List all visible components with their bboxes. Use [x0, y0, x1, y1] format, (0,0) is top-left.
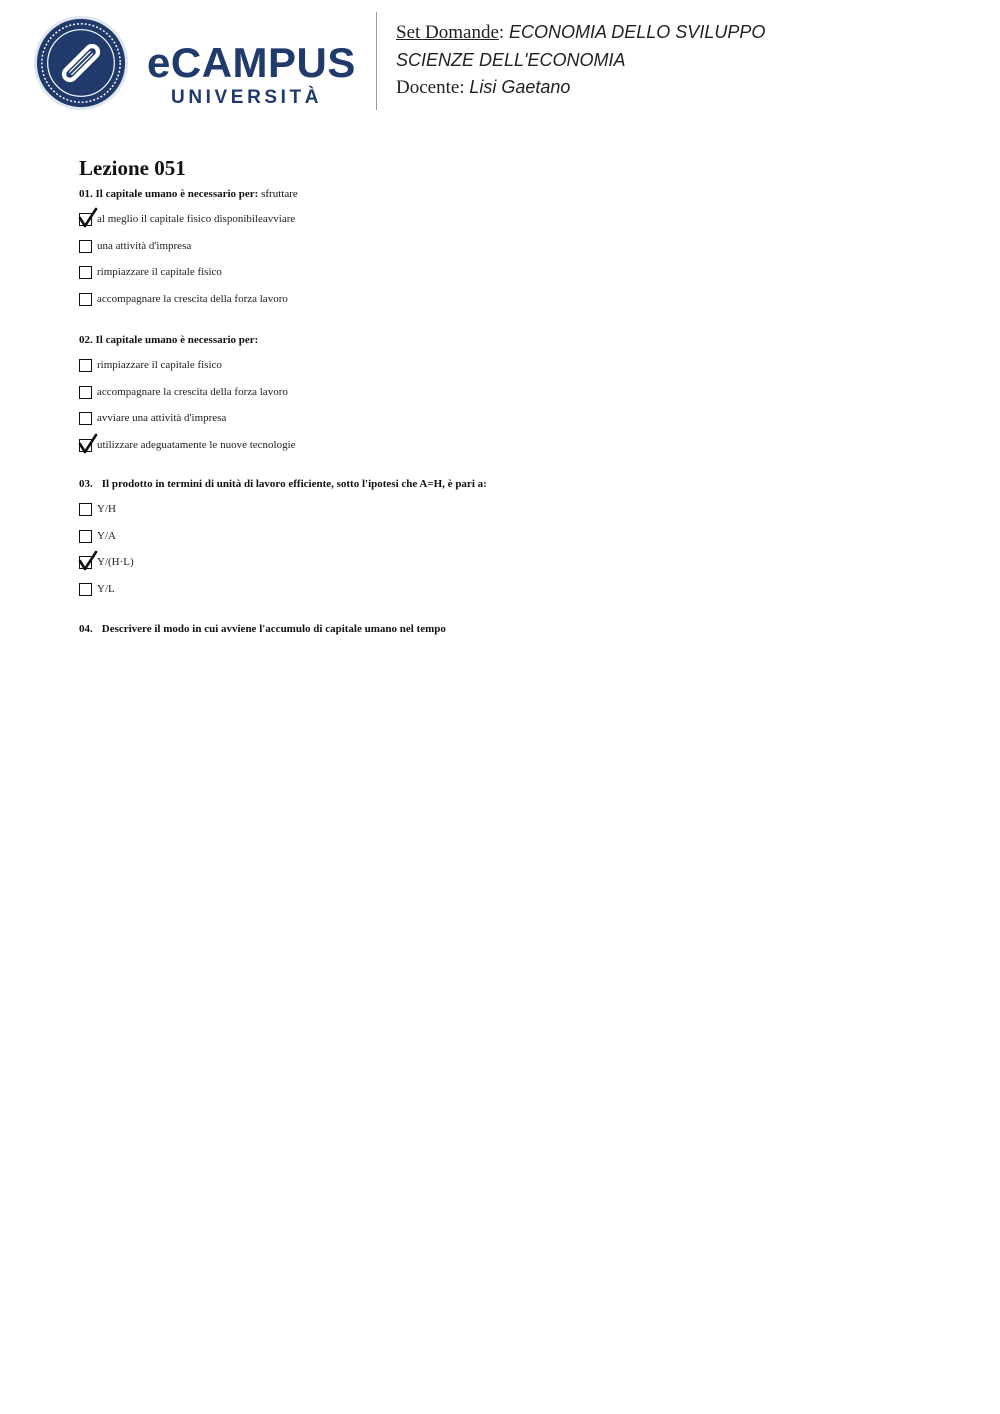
lesson-title: Lezione 051: [79, 156, 186, 180]
checkbox[interactable]: [79, 359, 92, 372]
checkbox[interactable]: [79, 293, 92, 306]
answer-option[interactable]: [79, 240, 959, 267]
checkbox-checked[interactable]: [79, 213, 92, 226]
header-divider: [376, 12, 377, 110]
question-number: 02.: [79, 334, 93, 346]
option-label: Y/(H·L): [97, 556, 134, 568]
option-label: rimpiazzare il capitale fisico: [97, 266, 222, 278]
course-value: SCIENZE DELL'ECONOMIA: [396, 49, 626, 70]
set-colon: :: [498, 22, 509, 43]
checkbox[interactable]: [79, 412, 92, 425]
question-01: [79, 187, 959, 319]
checkbox[interactable]: [79, 240, 92, 253]
logo-wordmark: [147, 39, 362, 112]
question-text: [79, 477, 959, 491]
question-prompt: Il capitale umano è necessario per:: [95, 188, 259, 200]
set-label: Set Domande: [396, 22, 499, 43]
checkbox-checked[interactable]: [79, 439, 92, 452]
answer-option[interactable]: [79, 386, 959, 413]
question-04: [79, 622, 959, 636]
question-prompt: Il capitale umano è necessario per:: [95, 334, 259, 346]
answer-options: [79, 213, 959, 319]
answer-options: [79, 359, 959, 465]
answer-options: [79, 503, 959, 609]
option-label: al meglio il capitale fisico disponibileavviare: [97, 213, 296, 225]
teacher-label: Docente: [396, 77, 460, 98]
teacher-value: Lisi Gaetano: [469, 77, 571, 97]
logo-brand-text: eCAMPUS: [147, 39, 356, 86]
option-label: rimpiazzare il capitale fisico: [97, 359, 222, 371]
question-prompt: Il prodotto in termini di unità di lavoro efficiente, sotto l'ipotesi che A=H, è pari a:: [101, 478, 487, 490]
set-line: [396, 19, 986, 47]
option-label: avviare una attività d'impresa: [97, 412, 227, 424]
question-number: 04.: [79, 623, 93, 635]
checkbox[interactable]: [79, 386, 92, 399]
checkbox[interactable]: [79, 530, 92, 543]
option-label: Y/L: [97, 582, 115, 595]
option-label: una attività d'impresa: [97, 239, 192, 252]
answer-option[interactable]: [79, 213, 959, 240]
option-label: utilizzare adeguatamente le nuove tecnologie: [97, 438, 296, 451]
course-line: [396, 47, 986, 75]
question-text: [79, 333, 959, 347]
answer-option[interactable]: [79, 266, 959, 293]
question-number: 01.: [79, 188, 93, 200]
set-value: ECONOMIA DELLO SVILUPPO: [508, 22, 766, 42]
course-header: [396, 19, 986, 102]
question-number: 03.: [79, 478, 93, 490]
question-03: [79, 477, 959, 609]
answer-option[interactable]: [79, 583, 959, 610]
option-label: Y/A: [97, 529, 116, 542]
question-text: [79, 187, 959, 201]
checkbox[interactable]: [79, 266, 92, 279]
answer-option[interactable]: [79, 556, 959, 583]
answer-option[interactable]: [79, 503, 959, 530]
answer-option[interactable]: [79, 293, 959, 320]
option-label: Y/H: [97, 503, 116, 515]
question-prompt-tail: sfruttare: [261, 188, 298, 200]
question-text: [79, 622, 959, 636]
question-prompt: Descrivere il modo in cui avviene l'accumulo di capitale umano nel tempo: [101, 623, 446, 635]
option-label: accompagnare la crescita della forza lavoro: [97, 385, 288, 398]
ecampus-logo: [32, 14, 362, 112]
university-seal-icon: [32, 14, 130, 112]
answer-option[interactable]: [79, 530, 959, 557]
option-label: accompagnare la crescita della forza lavoro: [97, 292, 288, 305]
checkbox[interactable]: [79, 503, 92, 516]
teacher-colon: :: [459, 77, 470, 98]
logo-subtitle-text: UNIVERSITÀ: [171, 87, 323, 108]
checkbox-checked[interactable]: [79, 556, 92, 569]
answer-option[interactable]: [79, 359, 959, 386]
answer-option[interactable]: [79, 412, 959, 439]
question-02: [79, 333, 959, 465]
checkbox[interactable]: [79, 583, 92, 596]
teacher-line: [396, 74, 986, 102]
answer-option[interactable]: [79, 439, 959, 466]
